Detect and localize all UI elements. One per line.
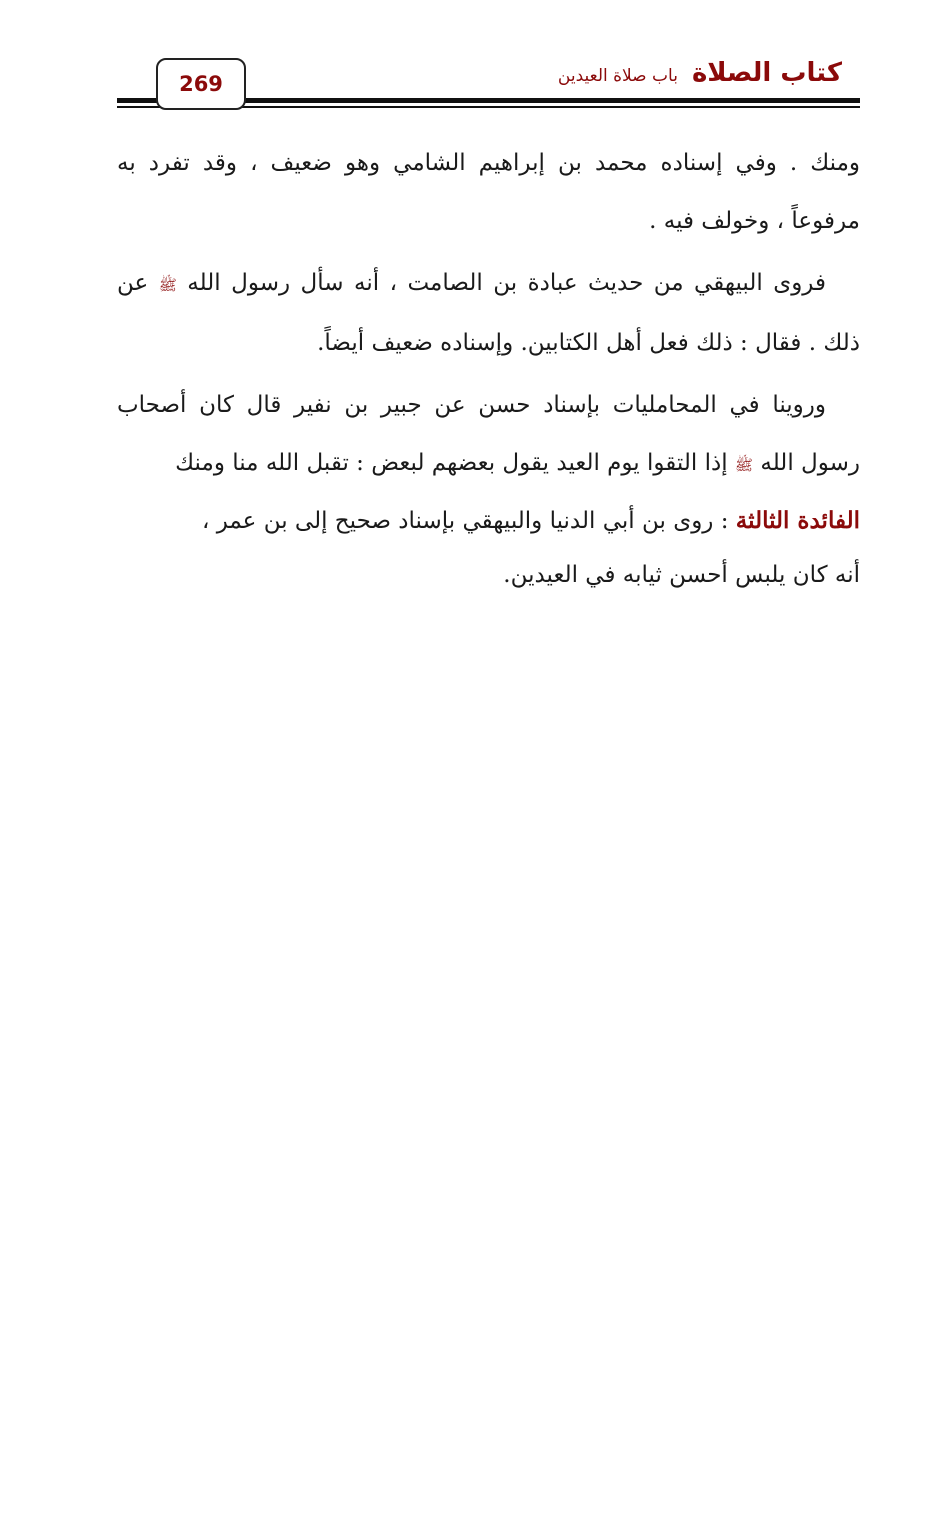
paragraph-2-text-a: فروى البيهقي من حديث عبادة بن الصامت ، أنه سأل رسول الله — [187, 270, 826, 296]
header-titles — [558, 58, 842, 88]
page-body — [117, 134, 860, 602]
paragraph-2-text-b: عن ذلك . فقال : ذلك فعل أهل الكتابين. وإسناده ضعيف أيضاً. — [117, 270, 860, 356]
paragraph-3 — [117, 376, 860, 494]
paragraph-1 — [117, 134, 860, 250]
page-header — [0, 0, 945, 120]
paragraph-2 — [117, 254, 860, 372]
benefit-text: : روى بن أبي الدنيا والبيهقي بإسناد صحيح إلى بن عمر ، أنه كان يلبس أحسن ثيابه في العيدين. — [201, 508, 860, 588]
page-number: 269 — [179, 72, 223, 96]
salutation-glyph: ﷺ — [734, 456, 754, 474]
paragraph-3-text-a: وروينا في المحامليات بإسناد حسن عن جبير بن نفير قال كان أصحاب رسول الله — [117, 392, 860, 476]
chapter-title: باب صلاة العيدين — [557, 66, 678, 86]
book-title: كتاب الصلاة — [691, 58, 842, 88]
benefit-label: الفائدة الثالثة — [735, 507, 860, 534]
paragraph-3-text-b: إذا التقوا يوم العيد يقول بعضهم لبعض : تقبل الله منا ومنك — [175, 450, 728, 476]
paragraph-1-text: ومنك . وفي إسناده محمد بن إبراهيم الشامي وهو ضعيف ، وقد تفرد به مرفوعاً ، وخولف فيه . — [117, 150, 860, 234]
page-number-tab — [156, 58, 246, 110]
salutation-glyph: ﷺ — [158, 276, 177, 294]
benefit-paragraph — [117, 494, 860, 602]
